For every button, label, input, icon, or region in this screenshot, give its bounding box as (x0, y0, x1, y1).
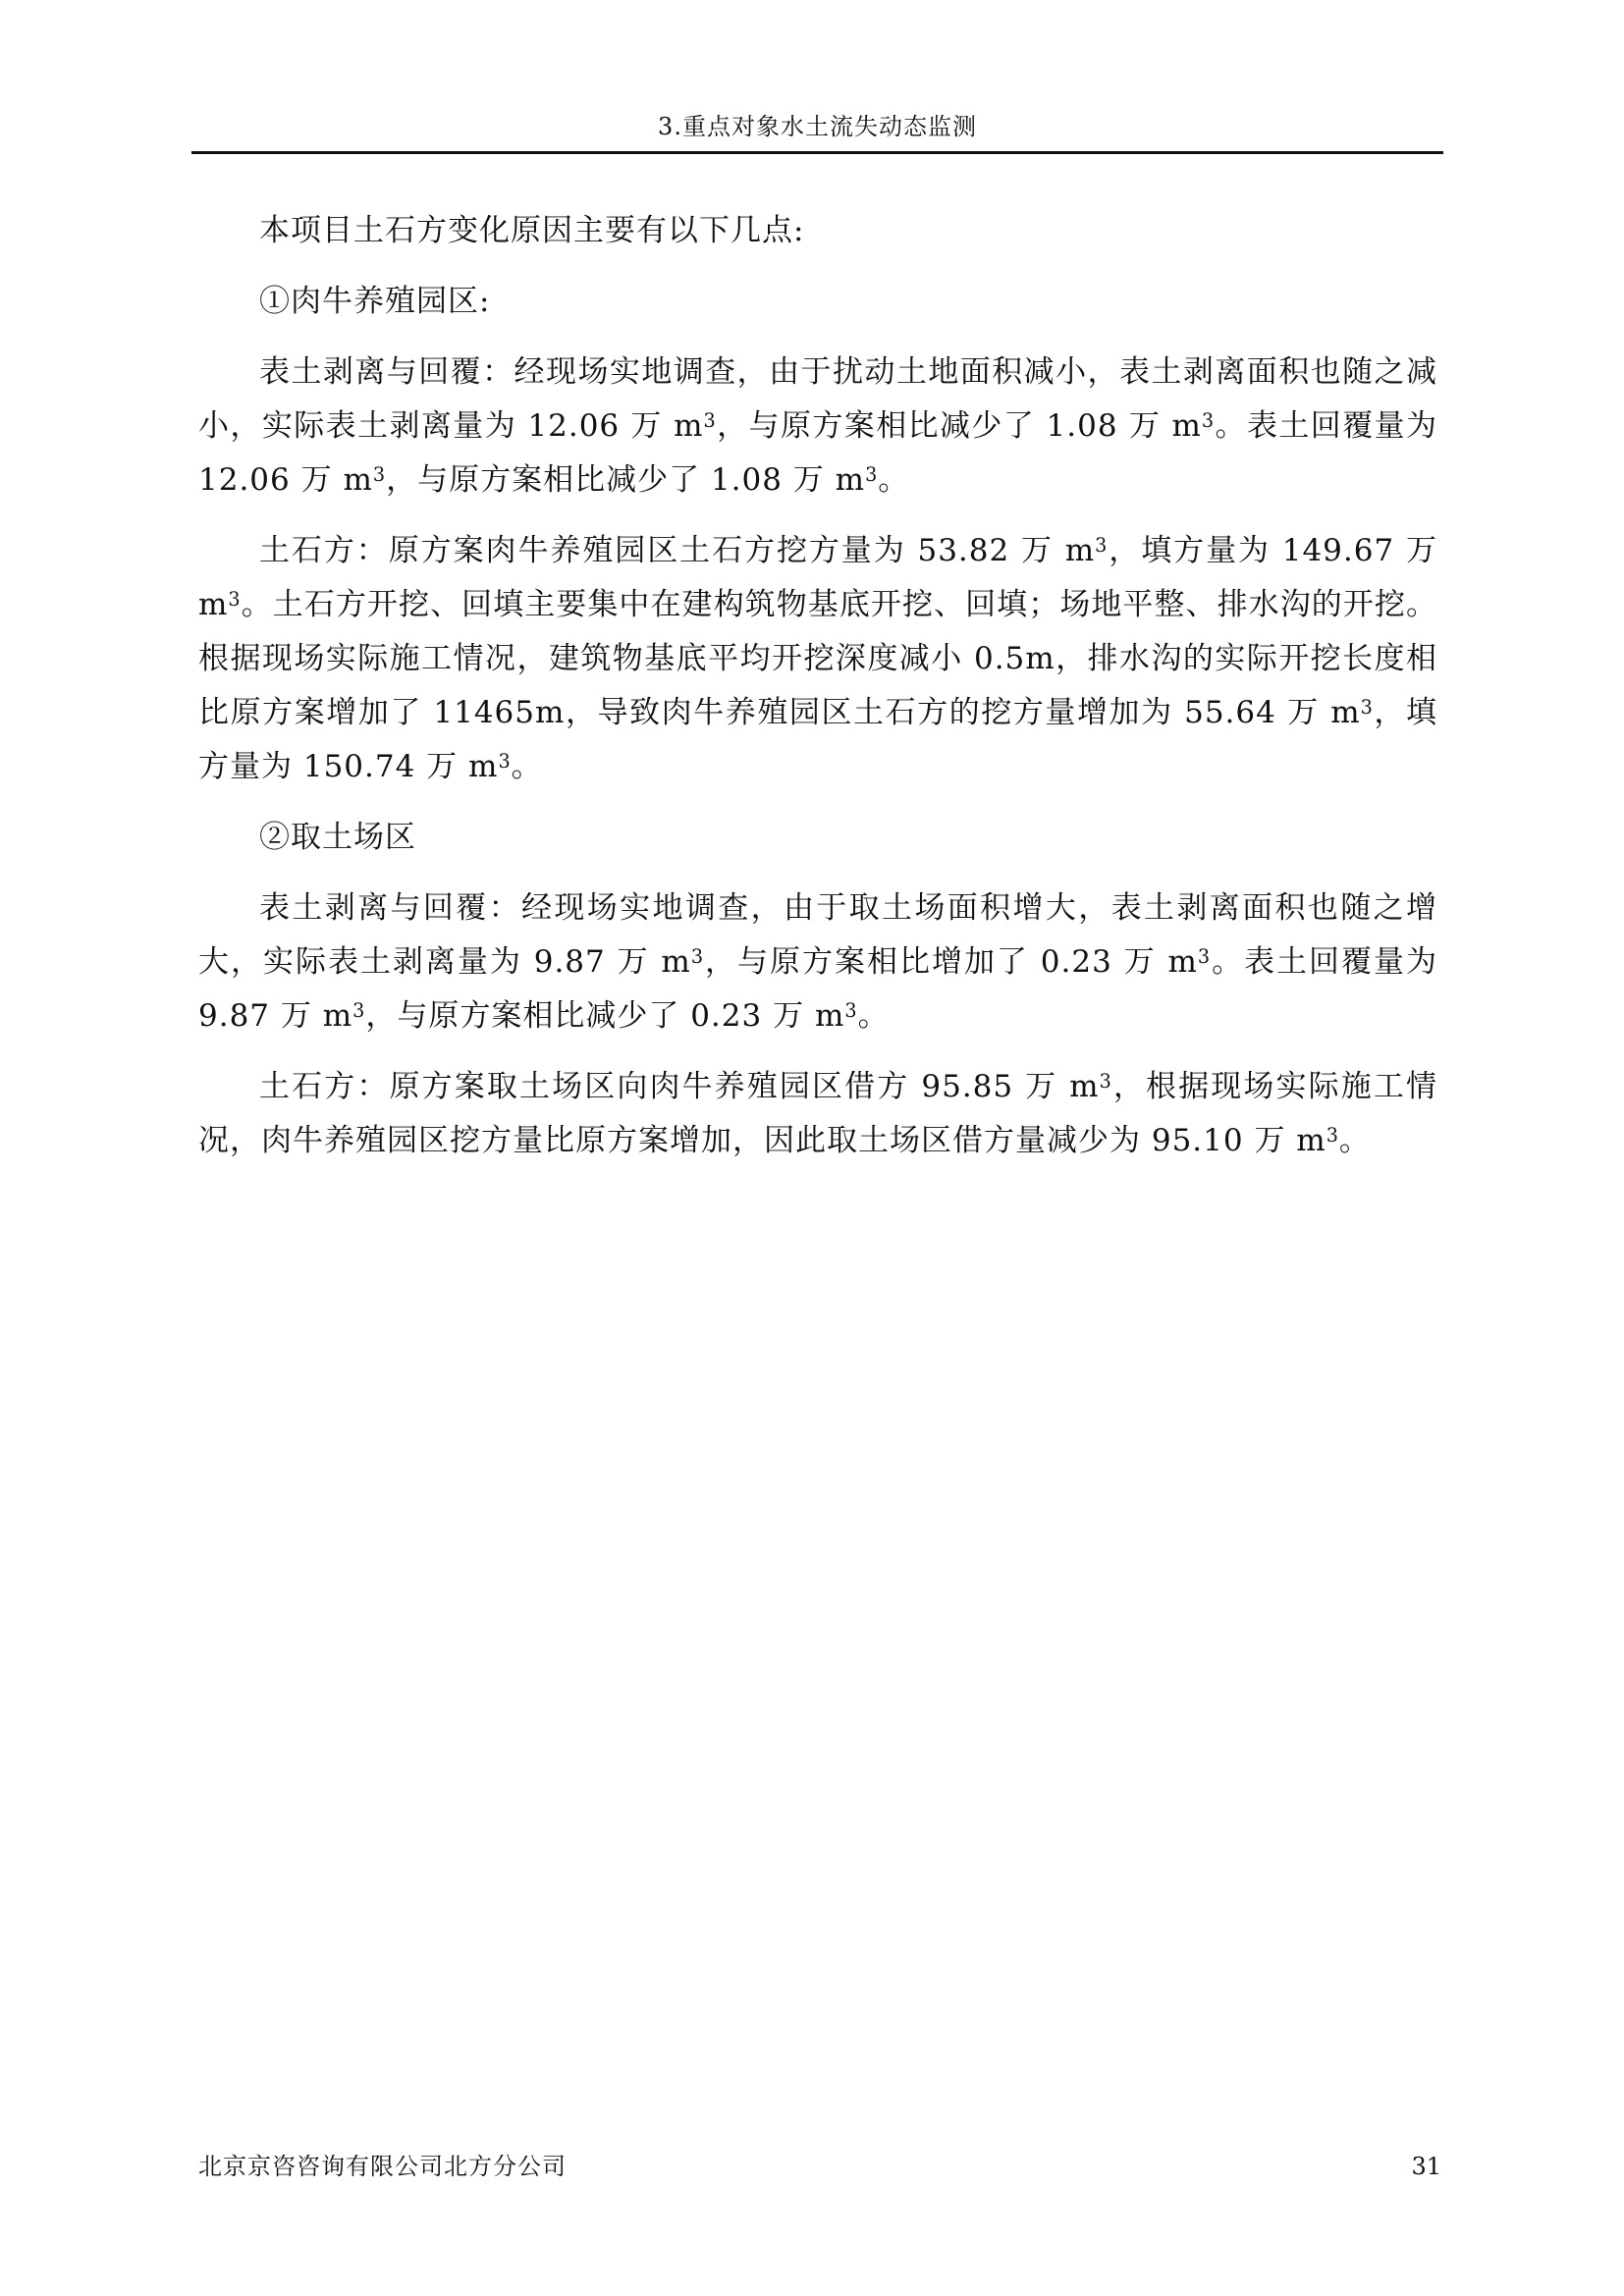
text-segment: 表土剥离与回覆：经现场实地调查，由于取土场面积增大，表土剥离面积也随之增大，实际表土剥离量为 9.87 万 m (198, 890, 1437, 980)
text-segment: ，填方量为 149.67 万 m (198, 533, 1437, 622)
superscript-3: 3 (1360, 696, 1374, 720)
text-segment: ，与原方案相比减少了 1.08 万 m (716, 408, 1202, 444)
header-divider (191, 151, 1443, 154)
superscript-3: 3 (865, 463, 879, 487)
text-segment: ，根据现场实际施工情况，肉牛养殖园区挖方量比原方案增加，因此取土场区借方量减少为 95.10 万 m (198, 1069, 1438, 1158)
superscript-3: 3 (1197, 945, 1212, 969)
text-segment: 表土剥离与回覆：经现场实地调查，由于扰动土地面积减小，表土剥离面积也随之减小，实际表土剥离量为 12.06 万 m (198, 354, 1437, 444)
superscript-3: 3 (1099, 1070, 1112, 1094)
text-segment: 。表土回覆量为 12.06 万 m (198, 408, 1438, 498)
section-heading-cattle-park (198, 275, 1437, 329)
section-heading-text: ①肉牛养殖园区: (259, 284, 491, 319)
text-segment: 土石方：原方案肉牛养殖园区土石方挖方量为 53.82 万 m (259, 533, 1096, 568)
superscript-3: 3 (703, 409, 717, 433)
text-segment: ，与原方案相比减少了 1.08 万 m (386, 462, 866, 498)
superscript-3: 3 (372, 463, 387, 487)
text-segment: 。 (511, 749, 543, 784)
superscript-3: 3 (352, 999, 366, 1023)
running-header: 3.重点对象水土流失动态监测 (658, 113, 977, 140)
section-heading-text: ②取土场区 (259, 820, 416, 855)
text-segment: 。 (1338, 1123, 1371, 1158)
superscript-3: 3 (228, 588, 242, 612)
page-number: 31 (1411, 2153, 1441, 2180)
text-segment: ，与原方案相比增加了 0.23 万 m (704, 944, 1198, 980)
superscript-3: 3 (1201, 409, 1216, 433)
paragraph-topsoil-cattle-park (198, 346, 1437, 507)
text-segment: 。 (857, 998, 890, 1034)
intro-text: 本项目土石方变化原因主要有以下几点: (259, 213, 805, 248)
text-segment: 。土石方开挖、回填主要集中在建构筑物基底开挖、回填；场地平整、排水沟的开挖。根据现场实际施工情况，建筑物基底平均开挖深度减小 0.5m，排水沟的实际开挖长度相比原方案增加了 11465m，导致肉牛养殖园区土石方的挖方量增加为 55.64 万 m (198, 587, 1437, 730)
text-segment: 。 (878, 462, 910, 498)
text-segment: 土石方：原方案取土场区向肉牛养殖园区借方 95.85 万 m (259, 1069, 1100, 1104)
text-segment: ，与原方案相比减少了 0.23 万 m (365, 998, 845, 1034)
paragraph-earthwork-borrow-area (198, 1060, 1437, 1168)
paragraph-topsoil-borrow-area (198, 881, 1437, 1043)
superscript-3: 3 (690, 945, 705, 969)
paragraph-earthwork-cattle-park (198, 524, 1437, 794)
footer-company: 北京京咨咨询有限公司北方分公司 (198, 2153, 567, 2180)
section-heading-borrow-area (198, 811, 1437, 865)
main-body (198, 204, 1437, 1168)
superscript-3: 3 (1326, 1124, 1339, 1148)
superscript-3: 3 (498, 750, 512, 774)
superscript-3: 3 (1095, 534, 1109, 558)
superscript-3: 3 (844, 999, 858, 1023)
text-segment: 。表土回覆量为 9.87 万 m (198, 944, 1437, 1034)
intro-paragraph (198, 204, 1437, 258)
text-segment: ，填方量为 150.74 万 m (198, 695, 1437, 784)
